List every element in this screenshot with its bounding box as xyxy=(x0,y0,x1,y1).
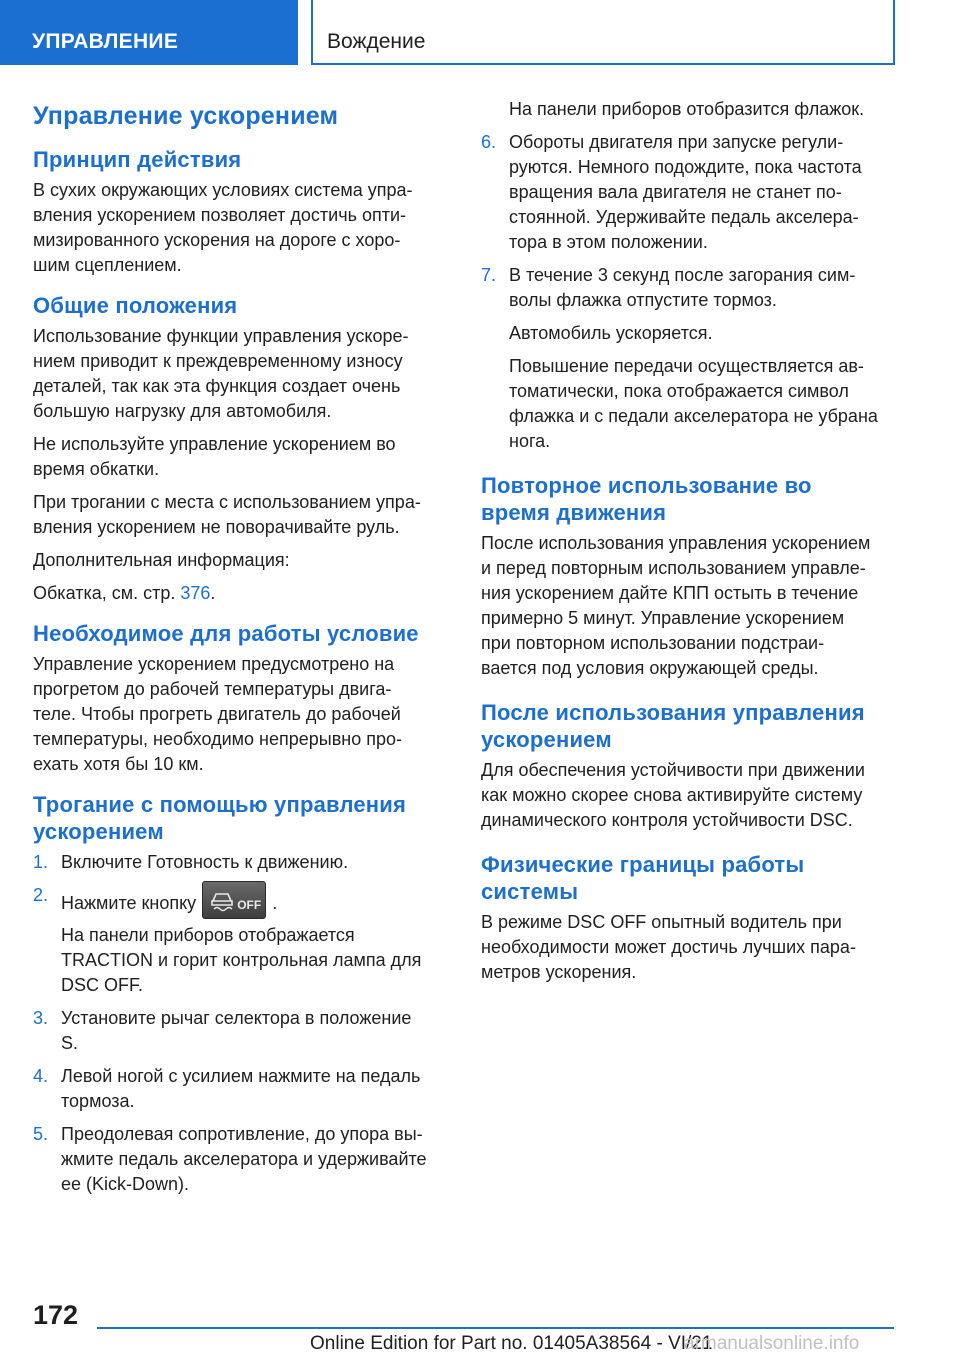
start-heading xyxy=(33,791,451,845)
dsc-off-button-icon xyxy=(202,881,266,919)
text-line: После использования управления ускорением xyxy=(481,533,871,553)
reference-text: Обкатка, см. стр. xyxy=(33,583,181,603)
step-2 xyxy=(33,883,451,919)
heading-line: время движения xyxy=(481,500,667,525)
text-line: В режиме DSC OFF опытный водитель при xyxy=(481,912,842,932)
step-6 xyxy=(481,130,901,255)
step-text-end: . xyxy=(272,892,278,913)
step-number: 3. xyxy=(33,1008,49,1028)
text-line xyxy=(61,883,451,919)
text-line: вления ускорением не поворачивайте руль. xyxy=(33,517,400,537)
text-line: S. xyxy=(61,1033,79,1053)
text-line: вается под условия окружающей среды. xyxy=(481,658,819,678)
text-line: метров ускорения. xyxy=(481,962,637,982)
requirements-heading: Необходимое для работы условие xyxy=(33,621,419,646)
text-line: ния ускорением дайте КПП остыть в течение xyxy=(481,583,859,603)
left-column xyxy=(33,100,451,1205)
text-line: мизированного ускорения на дороге с хоро- xyxy=(33,230,401,250)
text-line: Повышение передачи осуществляется ав- xyxy=(509,356,864,376)
principle-paragraph xyxy=(33,178,451,278)
text-line: температуры, необходимо непрерывно про- xyxy=(33,729,402,749)
text-line: тора в этом положении. xyxy=(509,232,708,252)
text-line: шим сцеплением. xyxy=(33,255,182,275)
text-line: Управление ускорением предусмотрено на xyxy=(33,654,395,674)
step-7 xyxy=(481,263,901,313)
after-use-heading xyxy=(481,699,901,753)
edition-info: Online Edition for Part no. 01405A38564 - VI/21 xyxy=(310,1333,713,1354)
right-column xyxy=(481,97,901,993)
text-line: вращения вала двигателя не станет по- xyxy=(509,182,842,202)
step-number: 7. xyxy=(481,265,497,285)
text-line: Включите Готовность к движению. xyxy=(61,852,349,872)
step-number: 4. xyxy=(33,1066,49,1086)
traction-car-icon xyxy=(209,890,235,912)
step-4 xyxy=(33,1064,451,1114)
text-line: Для обеспечения устойчивости при движении xyxy=(481,760,865,780)
text-line: руются. Немного подождите, пока частота xyxy=(509,157,862,177)
text-line: необходимости может достичь лучших пара- xyxy=(481,937,856,957)
start-steps xyxy=(33,850,451,1197)
text-line: динамического контроля устойчивости DSC. xyxy=(481,810,853,830)
general-paragraph-2 xyxy=(33,432,451,482)
text-line: большую нагрузку для автомобиля. xyxy=(33,401,332,421)
heading-line: Повторное использование во xyxy=(481,473,812,498)
text-line: На панели приборов отображается xyxy=(61,925,355,945)
principle-heading: Принцип действия xyxy=(33,147,242,172)
text-line: Не используйте управление ускорением во xyxy=(33,434,396,454)
off-label: OFF xyxy=(237,898,262,912)
reuse-heading xyxy=(481,472,901,526)
text-line: волы флажка отпустите тормоз. xyxy=(509,290,777,310)
text-line: при повторном использовании подстраи- xyxy=(481,633,825,653)
text-line: ее (Kick-Down). xyxy=(61,1174,190,1194)
text-line: прогретом до рабочей температуры двига- xyxy=(33,679,392,699)
text-line: стоянной. Удерживайте педаль акселера- xyxy=(509,207,859,227)
break-in-reference xyxy=(33,581,451,606)
step-3 xyxy=(33,1006,451,1056)
page-title: Управление ускорением xyxy=(33,102,339,130)
text-line: Преодолевая сопротивление, до упора вы- xyxy=(61,1124,423,1144)
text-line: и перед повторным использованием управле- xyxy=(481,558,866,578)
text-line: время обкатки. xyxy=(33,459,160,479)
text-line: Левой ногой с усилием нажмите на педаль xyxy=(61,1066,421,1086)
more-info-label: Дополнительная информация: xyxy=(33,550,290,570)
text-line: DSC OFF. xyxy=(61,975,144,995)
text-line: томатически, пока отображается символ xyxy=(509,381,849,401)
step-text: Нажмите кнопку xyxy=(61,892,197,913)
step-5-note: На панели приборов отобразится флажок. xyxy=(509,99,865,119)
requirements-paragraph xyxy=(33,652,451,777)
text-line: Обороты двигателя при запуске регули- xyxy=(509,132,844,152)
after-use-paragraph xyxy=(481,758,901,833)
heading-line: После использования управления xyxy=(481,700,865,725)
text-line: как можно скорее снова активируйте систему xyxy=(481,785,863,805)
heading-line: ускорением xyxy=(33,819,164,844)
reference-end: . xyxy=(210,583,216,603)
general-paragraph-1 xyxy=(33,324,451,424)
text-line: примерно 5 минут. Управление ускорением xyxy=(481,608,845,628)
general-heading: Общие положения xyxy=(33,293,238,318)
heading-line: Физические границы работы xyxy=(481,852,805,877)
step-number: 1. xyxy=(33,852,49,872)
section-tab[interactable]: УПРАВЛЕНИЕ xyxy=(0,0,298,65)
step-7-note-1: Автомобиль ускоряется. xyxy=(509,323,713,343)
step-number: 5. xyxy=(33,1124,49,1144)
limits-heading xyxy=(481,851,901,905)
footer-divider xyxy=(97,1327,894,1329)
heading-line: Трогание с помощью управления xyxy=(33,792,407,817)
step-number: 2. xyxy=(33,885,49,905)
chapter-tab[interactable]: Вождение xyxy=(311,0,895,65)
text-line: теле. Чтобы прогреть двигатель до рабочей xyxy=(33,704,401,724)
general-paragraph-3 xyxy=(33,490,451,540)
step-1 xyxy=(33,850,451,875)
watermark: armanualsonline.info xyxy=(684,1333,860,1354)
text-line: В сухих окружающих условиях система упра- xyxy=(33,180,413,200)
step-7-note-2 xyxy=(481,354,901,454)
step-number: 6. xyxy=(481,132,497,152)
text-line: При трогании с места с использованием упра- xyxy=(33,492,421,512)
text-line: Использование функции управления ускоре- xyxy=(33,326,409,346)
text-line: Установите рычаг селектора в положение xyxy=(61,1008,412,1028)
text-line: деталей, так как эта функция создает очень xyxy=(33,376,401,396)
heading-line: ускорением xyxy=(481,727,612,752)
text-line: нием приводит к преждевременному износу xyxy=(33,351,403,371)
text-line: TRACTION и горит контрольная лампа для xyxy=(61,950,422,970)
text-line: жмите педаль акселератора и удерживайте xyxy=(61,1149,427,1169)
step-2-note xyxy=(33,923,451,998)
text-line: В течение 3 секунд после загорания сим- xyxy=(509,265,856,285)
text-line: вления ускорением позволяет достичь опти- xyxy=(33,205,407,225)
heading-line: системы xyxy=(481,879,579,904)
text-line: нога. xyxy=(509,431,551,451)
reuse-paragraph xyxy=(481,531,901,681)
text-line: ехать хотя бы 10 км. xyxy=(33,754,204,774)
text-line: тормоза. xyxy=(61,1091,135,1111)
limits-paragraph xyxy=(481,910,901,985)
text-line: флажка и с педали акселератора не убрана xyxy=(509,406,878,426)
page-number: 172 xyxy=(33,1300,79,1330)
page-link-376[interactable]: 376 xyxy=(180,583,211,603)
step-5 xyxy=(33,1122,451,1197)
